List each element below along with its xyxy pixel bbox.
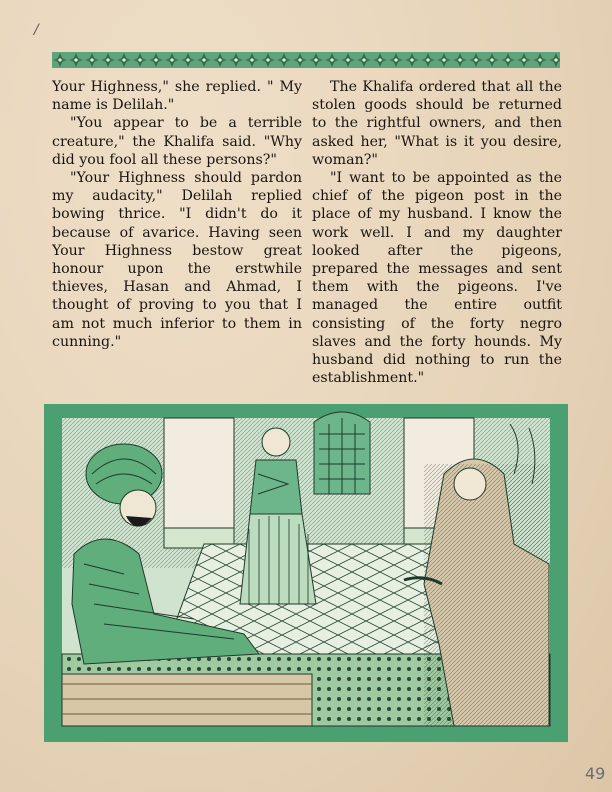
ornament-pattern-icon xyxy=(52,52,560,68)
paragraph: "I want to be appointed as the chief of the pigeon post in the place of my husband. I know the work well. I and my daughter looked after the pigeons, prepared the messages and sent them with the pigeons. I've managed the entire outfit consisting of the forty negro slaves and the forty hounds. My husband did nothing to run the establishment." xyxy=(312,170,562,387)
paragraph: The Khalifa ordered that all the stolen goods should be returned to the rightful owners, and then asked her, "What is it you desire, woman?" xyxy=(312,79,562,168)
paragraph: Your Highness," she replied. " My name is Delilah." xyxy=(52,79,302,114)
left-text-column xyxy=(52,78,302,351)
right-text-column xyxy=(312,78,562,387)
page-number: 49 xyxy=(585,764,606,783)
paragraph: "You appear to be a terrible creature," the Khalifa said. "Why did you fool all these persons?" xyxy=(52,115,302,168)
margin-mark: / xyxy=(34,22,39,38)
story-illustration xyxy=(44,404,568,742)
paragraph: "Your Highness should pardon my audacity," Delilah replied bowing thrice. "I didn't do it because of avarice. Having seen Your Highness bestow great honour upon the erstwhile thieves, Hasan and Ahmad, I thought of proving to you that I am not much inferior to them in cunning." xyxy=(52,170,302,350)
decorative-border xyxy=(52,52,560,68)
